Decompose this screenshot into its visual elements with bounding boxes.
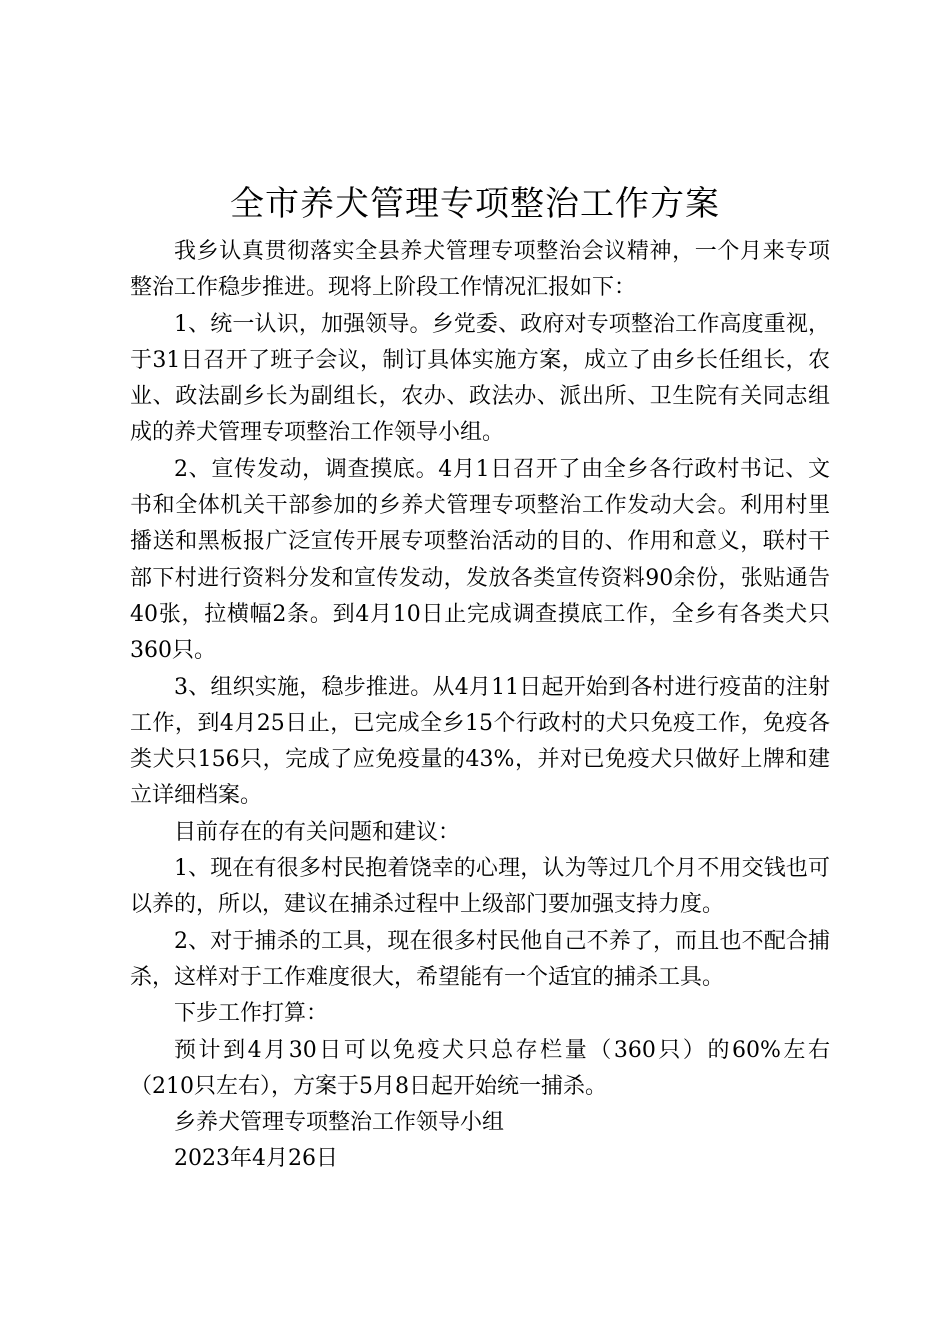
signature-date: 2023年4月26日 <box>174 1146 338 1172</box>
section-2-paragraph: 2、宣传发动，调查摸底。4月1日召开了由全乡各行政村书记、文书和全体机关干部参加的乡养犬管理专项整治工作发动大会。利用村里播送和黑板报广泛宣传开展专项整治活动的目的、作用和意义，联村干部下村进行资料分发和宣传发动，发放各类宣传资料90余份，张贴通告40张，拉横幅2条。到4月10日止完成调查摸底工作，全乡有各类犬只360只。 <box>130 456 830 664</box>
next-steps-heading: 下步工作打算： <box>174 1001 329 1027</box>
issues-heading: 目前存在的有关问题和建议： <box>174 819 461 845</box>
section-3-paragraph: 3、组织实施，稳步推进。从4月11日起开始到各村进行疫苗的注射工作，到4月25日止，已完成全乡15个行政村的犬只免疫工作，免疫各类犬只156只，完成了应免疫量的43%，并对已免疫犬只做好上牌和建立详细档案。 <box>130 674 830 809</box>
next-steps-paragraph: 预计到4月30日可以免疫犬只总存栏量（360只）的60%左右（210只左右），方案于5月8日起开始统一捕杀。 <box>130 1037 830 1099</box>
issue-2-paragraph: 2、对于捕杀的工具，现在很多村民他自己不养了，而且也不配合捕杀，这样对于工作难度很大，希望能有一个适宜的捕杀工具。 <box>130 928 830 990</box>
document-title: 全市养犬管理专项整治工作方案 <box>230 184 720 224</box>
intro-paragraph: 我乡认真贯彻落实全县养犬管理专项整治会议精神，一个月来专项整治工作稳步推进。现将上阶段工作情况汇报如下： <box>130 239 830 301</box>
document-body <box>130 234 830 1178</box>
signature-organization: 乡养犬管理专项整治工作领导小组 <box>174 1110 505 1136</box>
section-1-paragraph: 1、统一认识，加强领导。乡党委、政府对专项整治工作高度重视，于31日召开了班子会议，制订具体实施方案，成立了由乡长任组长，农业、政法副乡长为副组长，农办、政法办、派出所、卫生院有关同志组成的养犬管理专项整治工作领导小组。 <box>130 311 830 446</box>
issue-1-paragraph: 1、现在有很多村民抱着饶幸的心理，认为等过几个月不用交钱也可以养的，所以，建议在捕杀过程中上级部门要加强支持力度。 <box>130 856 830 918</box>
